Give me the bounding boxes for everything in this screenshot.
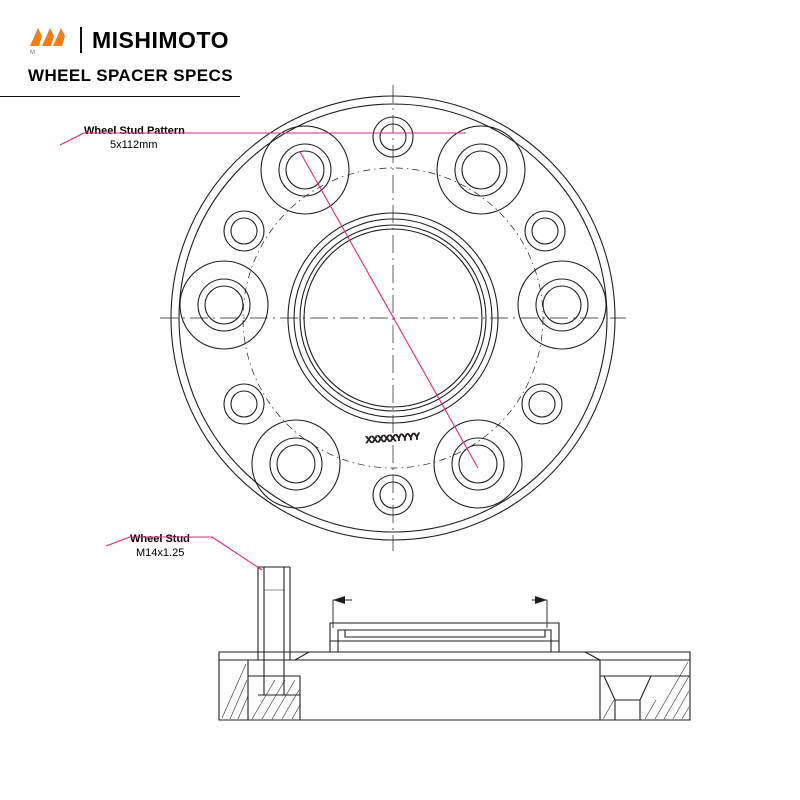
callout-title: Wheel Stud Pattern [84,125,185,137]
svg-text:M: M [30,50,35,56]
part-stamp: XXXXXYYYY [365,431,421,445]
brand-name: MISHIMOTO [92,26,229,53]
callout-value: M14x1.25 [136,547,185,559]
callout-value: 5x112mm [110,139,158,151]
leader-lines [60,133,478,570]
callout-title: Wheel Stud [130,533,190,545]
page-title: WHEEL SPACER SPECS [28,66,233,85]
